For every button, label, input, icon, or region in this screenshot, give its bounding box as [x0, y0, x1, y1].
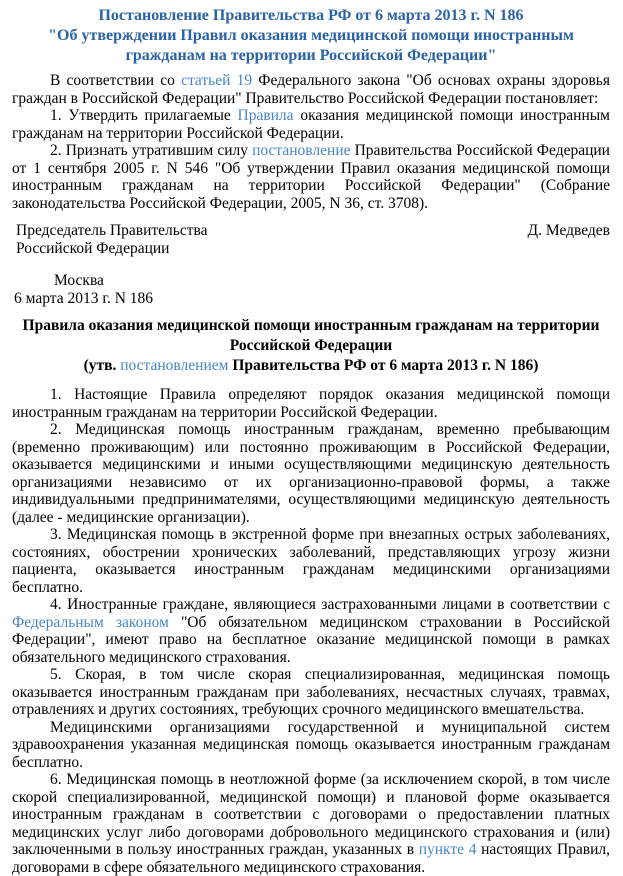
- rules-paragraph-5a: [12, 719, 610, 772]
- signature-date-number: 6 марта 2013 г. N 186: [14, 290, 154, 307]
- text-segment: 5. Скорая, в том числе скорая специализированная, медицинская помощь оказывается иностранным гражданам при заболеваниях, несчастных случаях, травмах, отравлениях и других состояниях, требующих срочного медицинского вмешательства.: [12, 666, 610, 718]
- text-segment: Медицинскими организациями государственной и муниципальной систем здравоохранения указанная медицинская помощь оказывается иностранным гражданам бесплатно.: [12, 718, 610, 771]
- decree-title: [12, 6, 610, 66]
- text-segment: (утв.: [83, 357, 121, 374]
- rules-paragraph-4: [12, 596, 610, 666]
- text-segment: В соответствии со: [50, 72, 182, 89]
- rules-body: [12, 386, 610, 876]
- signature-city: Москва: [54, 272, 104, 289]
- text-segment: Федерального закона "Об основах охраны здоровья граждан в Российской Федерации" Правительство Российской Федерации постановляет:: [12, 72, 610, 107]
- signatory-name: Д. Медведев: [527, 222, 610, 239]
- decree-paragraph-2: [12, 142, 610, 212]
- decree-intro-paragraph: [12, 72, 610, 107]
- rules-paragraph-2: [12, 421, 610, 526]
- text-segment: 4. Иностранные граждане, являющиеся застрахованными лицами в соответствии с: [50, 596, 610, 613]
- text-segment: 2. Признать утратившим силу: [50, 142, 253, 159]
- rules-heading: [12, 316, 610, 376]
- text-segment: 1. Настоящие Правила определяют порядок оказания медицинской помощи иностранным гражданам на территории Российской Федерации.: [12, 386, 610, 421]
- rules-paragraph-5: [12, 666, 610, 719]
- rules-paragraph-6: [12, 771, 610, 876]
- decree-body: [12, 72, 610, 212]
- text-segment: оказания медицинской помощи иностранным гражданам на территории Российской Федерации.: [12, 107, 610, 142]
- signatory-position-line2: Российской Федерации: [16, 240, 170, 257]
- link-pravila[interactable]: Правила: [237, 107, 294, 124]
- link-article-19[interactable]: статьей 19: [181, 72, 253, 89]
- signature-block: [12, 222, 610, 258]
- text-segment: 6. Медицинская помощь в неотложной форме (за исключением скорой, в том числе скорой специализированной, медицинской помощи) и плановой форме оказывается иностранным гражданам в соответствии с договорами о предоставлении платных медицинских услуг либо договорами добровольного медицинского страхования и (или) заключенными в пользу иностранных граждан, указанных в: [12, 771, 610, 858]
- text-segment: Правительства РФ от 6 марта 2013 г. N 186): [228, 357, 539, 374]
- signatory-position: [16, 222, 208, 258]
- link-postanovlenie-546[interactable]: постановление: [252, 142, 351, 159]
- signatory-position-line1: Председатель Правительства: [16, 222, 208, 239]
- date-block: [12, 272, 610, 308]
- decree-title-line2: "Об утверждении Правил оказания медицинской помощи иностранным гражданам на территории Российской Федерации": [48, 27, 574, 64]
- text-segment: 3. Медицинская помощь в экстренной форме при внезапных острых заболеваниях, состояниях, обострении хронических заболеваний, представляющих угрозу жизни пациента, оказывается иностранным гражданам медицинскими организациями бесплатно.: [12, 526, 610, 596]
- link-approval-postanovlenie[interactable]: постановлением: [120, 357, 229, 374]
- text-segment: Правительства Российской Федерации от 1 сентября 2005 г. N 546 "Об утверждении Правил оказания медицинской помощи иностранным гражданам на территории Российской Федерации" (Собрание законодательства Российской Федерации, 2005, N 36, ст. 3708).: [12, 142, 610, 212]
- rules-approval-line: [12, 356, 610, 376]
- link-federal-law[interactable]: Федеральным законом: [12, 613, 169, 631]
- rules-paragraph-1: [12, 386, 610, 421]
- decree-title-line1: Постановление Правительства РФ от 6 марта 2013 г. N 186: [98, 7, 524, 24]
- text-segment: 1. Утвердить прилагаемые: [50, 107, 238, 124]
- text-segment: настоящих Правил, договорами в сфере обязательного медицинского страхования.: [12, 841, 610, 876]
- decree-paragraph-1: [12, 107, 610, 142]
- link-punkt-4[interactable]: пункте 4: [418, 841, 477, 858]
- rules-heading-text: Правила оказания медицинской помощи иностранным гражданам на территории Российской Федерации: [22, 317, 600, 354]
- rules-paragraph-3: [12, 526, 610, 596]
- text-segment: "Об обязательном медицинском страховании в Российской Федерации", имеют право на бесплатное оказание медицинской помощи в рамках обязательного медицинского страхования.: [12, 613, 611, 666]
- text-segment: 2. Медицинская помощь иностранным гражданам, временно пребывающим (временно проживающим) или постоянно проживающим в Российской Федерации, оказывается медицинскими и иными осуществляющими медицинскую деятельность организациями независимо от их организационно-правовой формы, а также индивидуальными предпринимателями, осуществляющими медицинскую деятельность (далее - медицинские организации).: [12, 421, 610, 526]
